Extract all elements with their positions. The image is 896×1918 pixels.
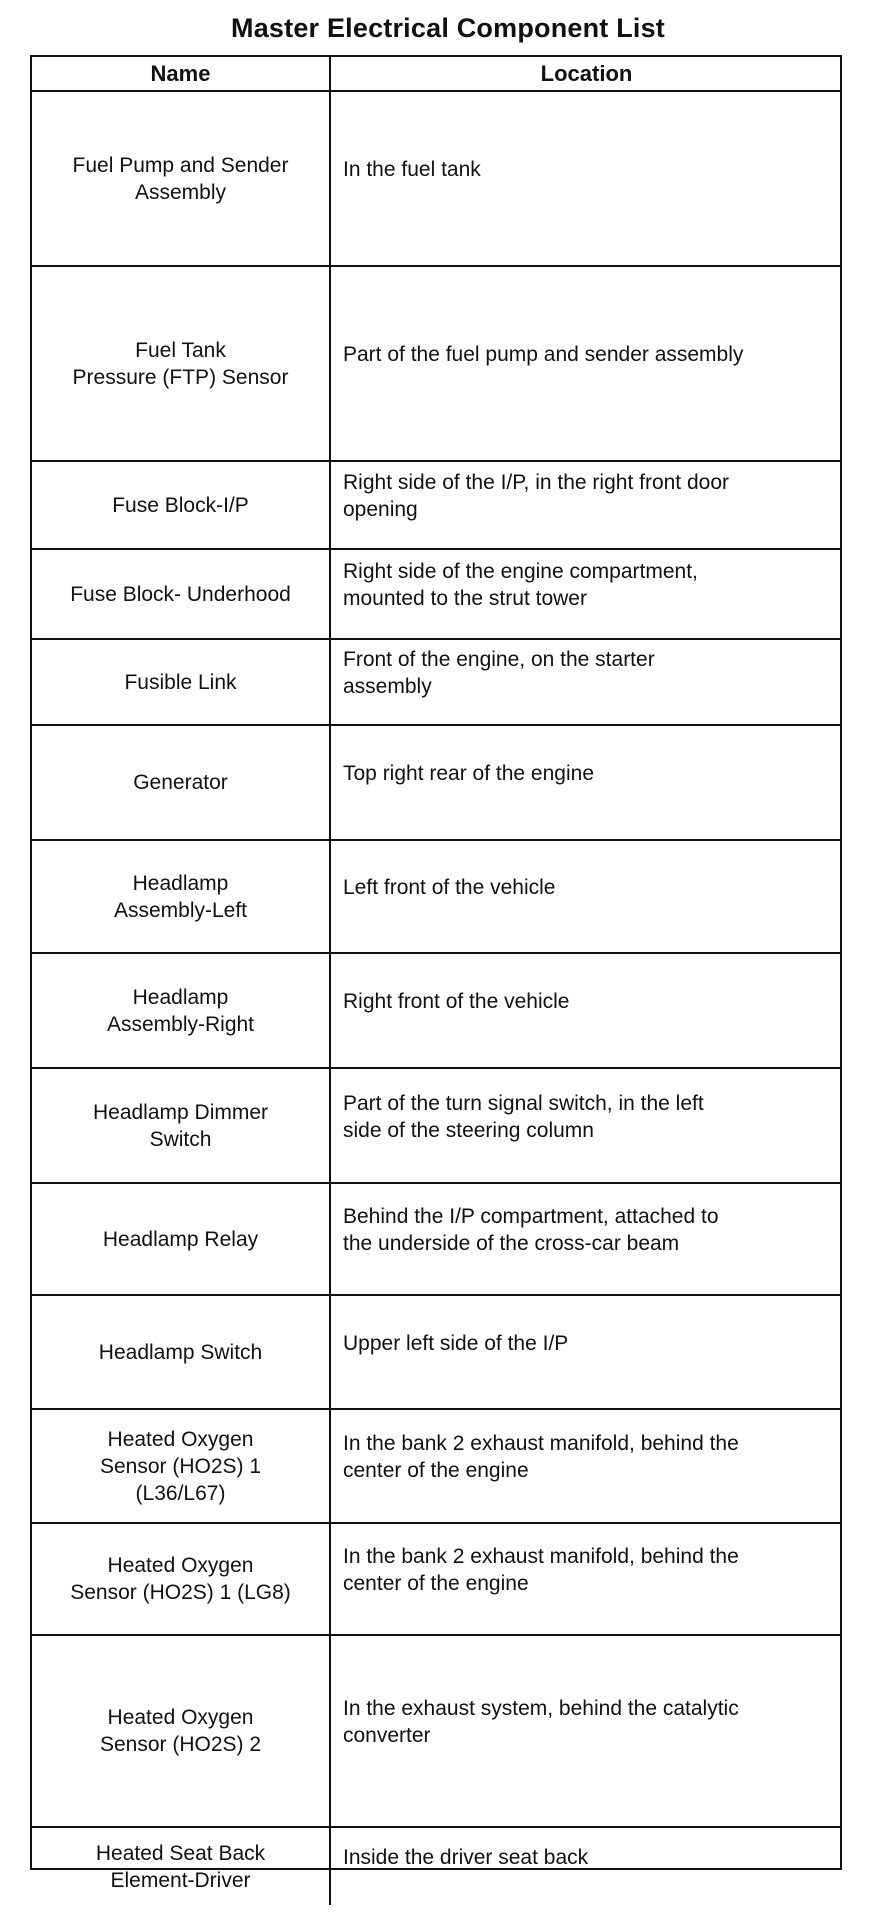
- row-location-text: Part of the fuel pump and sender assembly: [343, 343, 744, 366]
- table-row-name: [32, 1828, 331, 1905]
- row-location-text: Inside the driver seat back: [343, 1846, 589, 1869]
- table-row-location: [331, 462, 840, 550]
- row-location-text: Right front of the vehicle: [343, 990, 570, 1013]
- row-location-text: Right side of the I/P, in the right front door opening: [343, 471, 730, 521]
- row-name-text: Headlamp Assembly-Left: [113, 871, 248, 922]
- row-location-text: Front of the engine, on the starter assembly: [343, 648, 655, 698]
- row-name-text: Headlamp Switch: [98, 1340, 263, 1364]
- table-row-location: [331, 92, 840, 267]
- row-name-text: Heated Seat Back Element-Driver: [95, 1841, 266, 1892]
- row-location-text: In the bank 2 exhaust manifold, behind the center of the engine: [343, 1545, 739, 1595]
- table-row-name: [32, 550, 331, 640]
- component-table: [30, 55, 842, 1892]
- header-location: Location: [331, 57, 840, 92]
- table-row-location: [331, 1296, 840, 1410]
- header-name: Name: [32, 57, 331, 92]
- row-name-text: Headlamp Relay: [102, 1227, 259, 1251]
- row-name-text: Heated Oxygen Sensor (HO2S) 2: [99, 1706, 262, 1756]
- table-row-location: [331, 267, 840, 462]
- row-location-text: Top right rear of the engine: [343, 762, 594, 785]
- table-row-location: [331, 1410, 840, 1524]
- row-name-text: Headlamp Assembly-Right: [106, 985, 255, 1036]
- table-row-location: [331, 550, 840, 640]
- table-row-location: [331, 1524, 840, 1636]
- table-row-name: [32, 640, 331, 726]
- page-title: Master Electrical Component List: [231, 13, 665, 43]
- table-row-name: [32, 92, 331, 267]
- table-row-name: [32, 726, 331, 841]
- table-row-name: [32, 1410, 331, 1524]
- row-name-text: Fuse Block-I/P: [112, 493, 249, 517]
- row-name-text: Fuel Tank Pressure (FTP) Sensor: [72, 338, 289, 389]
- row-name-text: Heated Oxygen Sensor (HO2S) 1 (LG8): [70, 1554, 291, 1604]
- table-row-location: [331, 1069, 840, 1184]
- row-name-text: Heated Oxygen Sensor (HO2S) 1 (L36/L67): [99, 1427, 262, 1505]
- row-location-text: Upper left side of the I/P: [343, 1331, 569, 1355]
- row-location-text: In the fuel tank: [343, 158, 481, 181]
- row-location-text: In the exhaust system, behind the catalytic converter: [343, 1697, 739, 1747]
- table-row-location: [331, 640, 840, 726]
- row-name-text: Fuse Block- Underhood: [70, 582, 291, 606]
- table-row-name: [32, 1184, 331, 1296]
- row-name-text: Fusible Link: [124, 670, 237, 694]
- row-location-text: Left front of the vehicle: [343, 876, 556, 899]
- table-row-location: [331, 841, 840, 954]
- table-row-name: [32, 267, 331, 462]
- table-row-location: [331, 726, 840, 841]
- row-location-text: Behind the I/P compartment, attached to the underside of the cross-car beam: [343, 1205, 719, 1255]
- table-row-name: [32, 1524, 331, 1636]
- row-location-text: In the bank 2 exhaust manifold, behind the center of the engine: [343, 1432, 739, 1482]
- row-name-text: Generator: [133, 771, 228, 794]
- table-row-name: [32, 1069, 331, 1184]
- table-row-location: [331, 1828, 840, 1905]
- table-row-name: [32, 1296, 331, 1410]
- row-name-text: Headlamp Dimmer Switch: [92, 1100, 269, 1151]
- table-row-name: [32, 462, 331, 550]
- row-location-text: Right side of the engine compartment, mounted to the strut tower: [343, 560, 698, 610]
- table-row-location: [331, 954, 840, 1069]
- table-row-name: [32, 1636, 331, 1828]
- table-row-location: [331, 1636, 840, 1828]
- table-row-location: [331, 1184, 840, 1296]
- row-location-text: Part of the turn signal switch, in the left side of the steering column: [343, 1091, 704, 1142]
- table-row-name: [32, 841, 331, 954]
- row-name-text: Fuel Pump and Sender Assembly: [72, 153, 289, 204]
- table-row-name: [32, 954, 331, 1069]
